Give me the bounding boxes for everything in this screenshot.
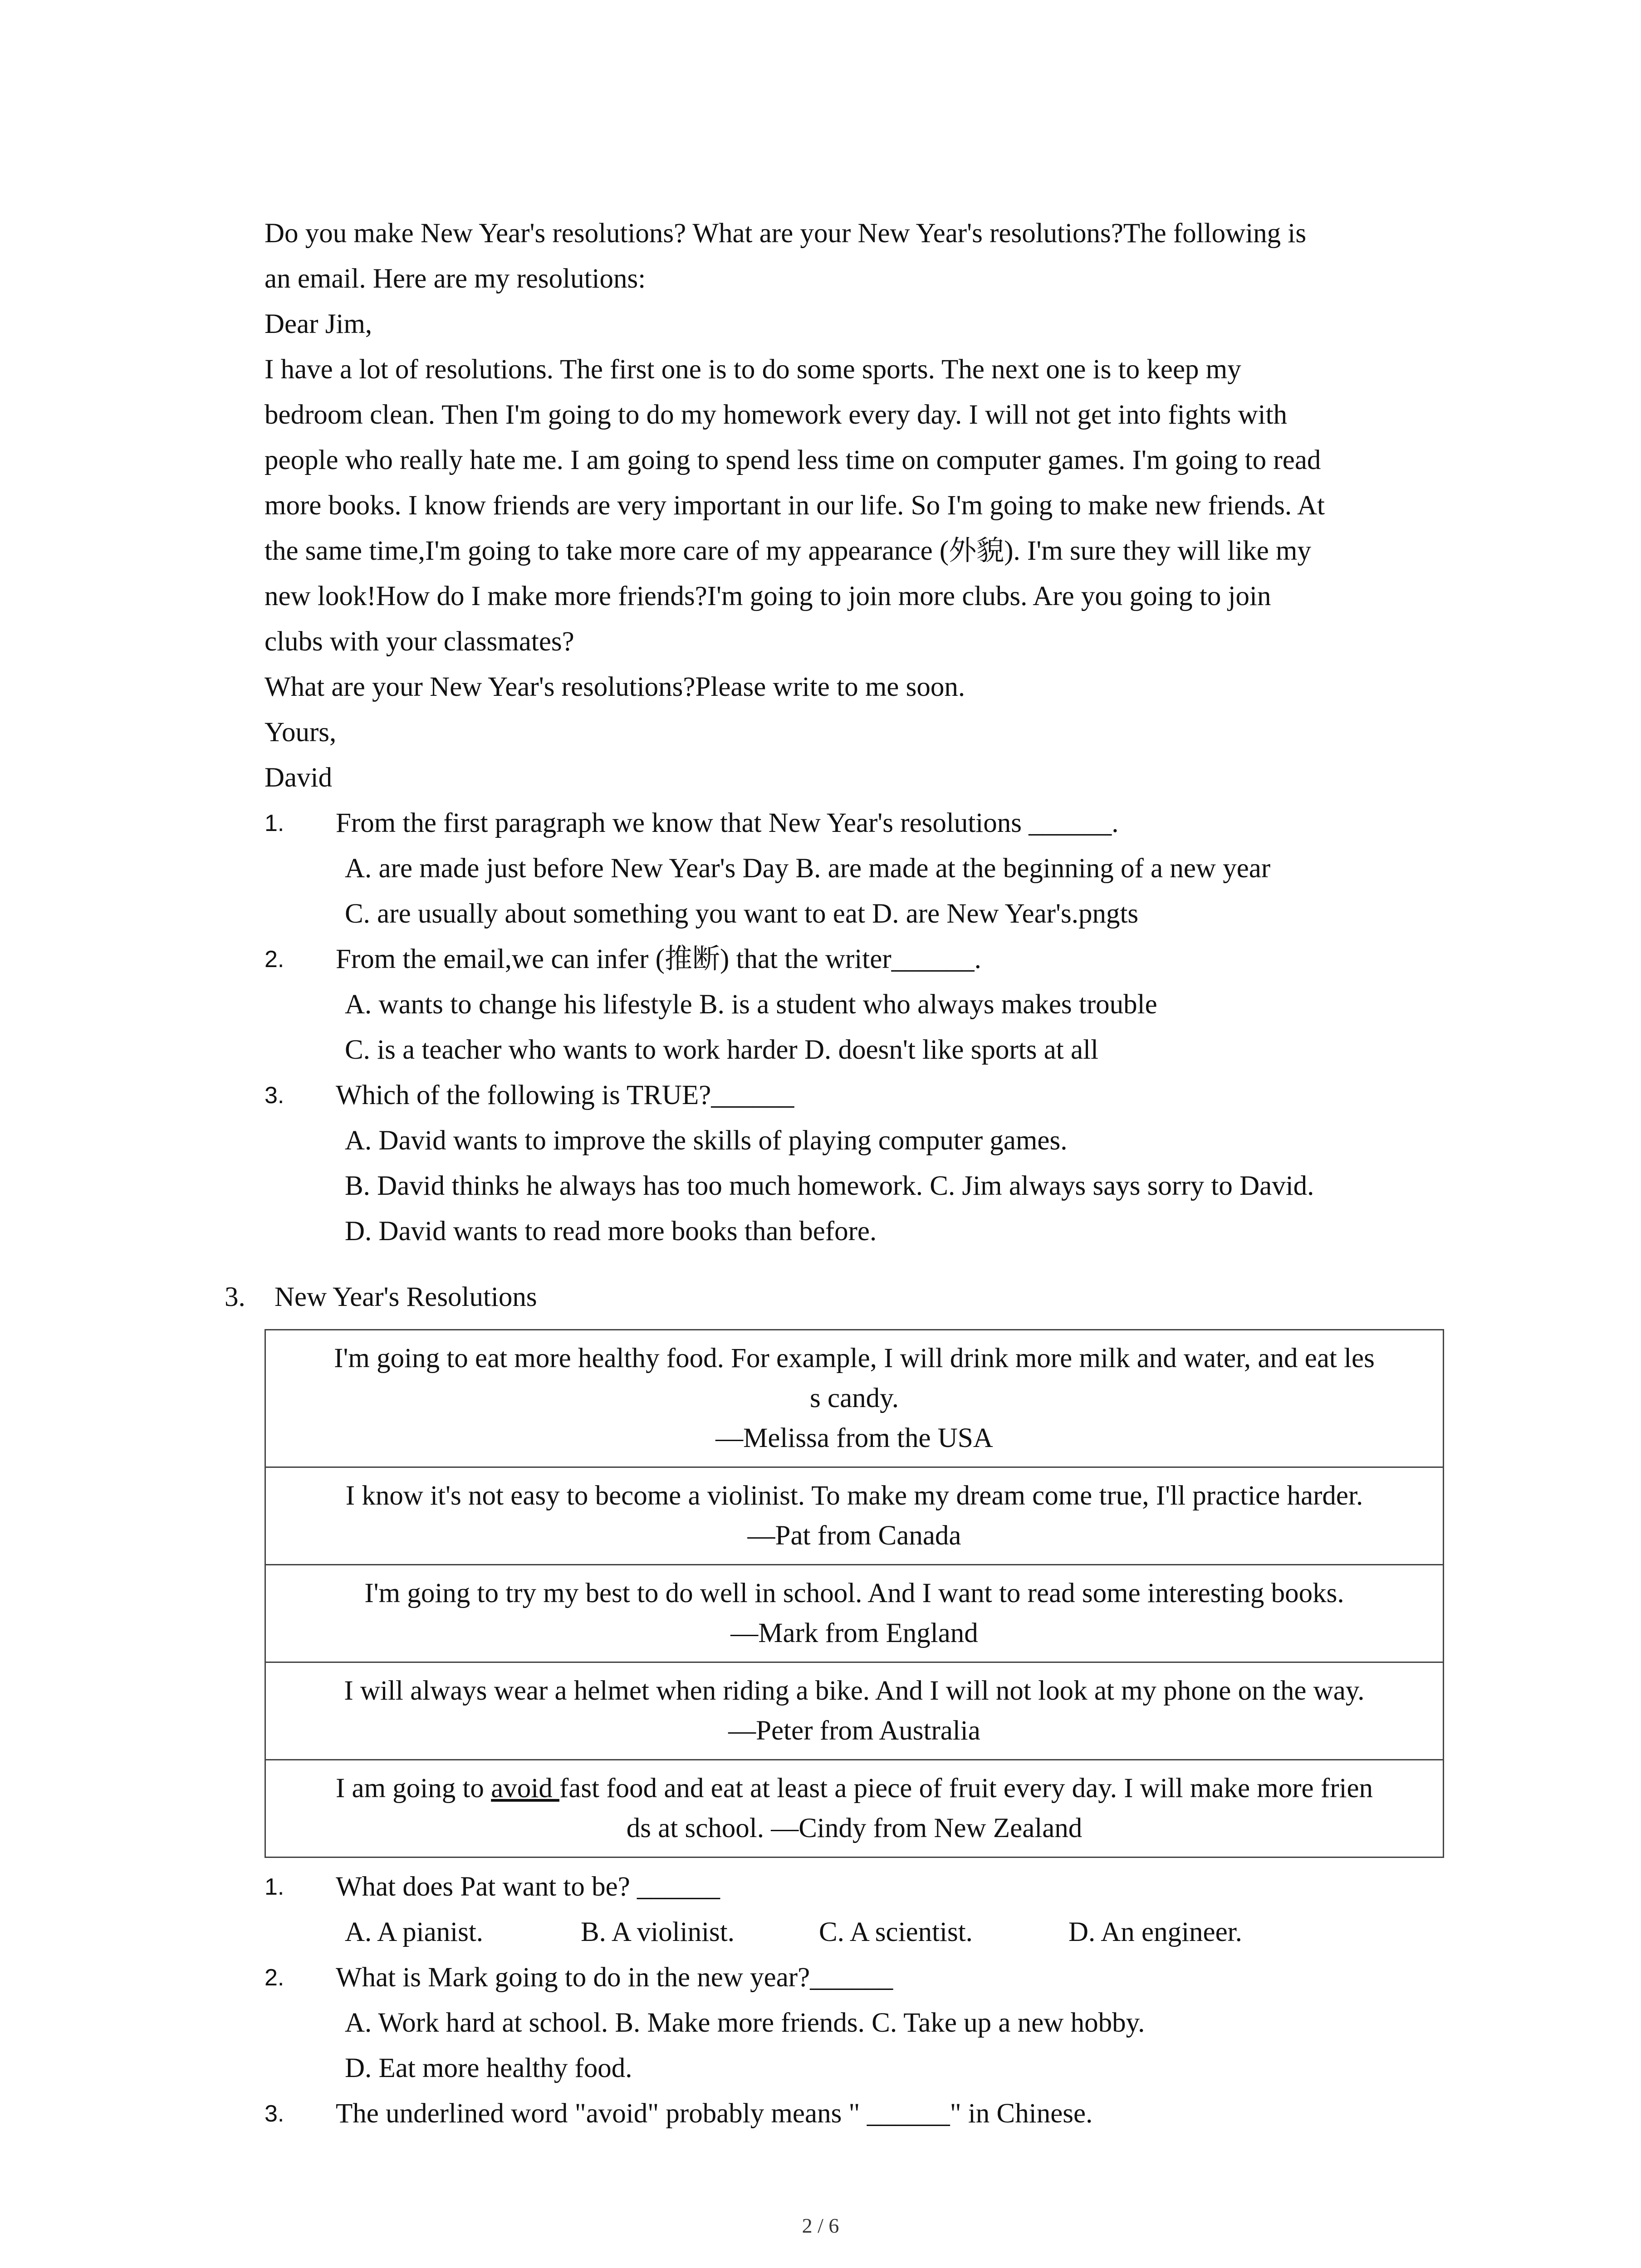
underlined-word: avoid [491, 1773, 559, 1804]
answer-options: A. wants to change his lifestyle B. is a student who always makes trouble [345, 989, 1157, 1020]
passage-line: people who really hate me. I am going to spend less time on computer games. I'm going to read [265, 445, 1321, 475]
passage-line: the same time,I'm going to take more care of my appearance (外貌). I'm sure they will like my [265, 536, 1312, 566]
row-author: —Mark from England [730, 1618, 978, 1648]
question-text: What does Pat want to be? ______ [336, 1872, 720, 1902]
question-text: From the email,we can infer (推断) that the writer______. [336, 944, 981, 974]
question-number: 2. [265, 946, 284, 973]
passage-line: Dear Jim, [265, 309, 372, 339]
row-text: I'm going to eat more healthy food. For example, I will drink more milk and water, and eat les [334, 1343, 1375, 1374]
passage-line: Yours, [265, 717, 337, 748]
table-row [266, 1468, 1443, 1565]
page-number: 2 / 6 [802, 2214, 839, 2237]
row-text [275, 1769, 1434, 1809]
passage-line: an email. Here are my resolutions: [265, 264, 646, 294]
section-title: New Year's Resolutions [274, 1282, 537, 1312]
answer-options: C. are usually about something you want to eat D. are New Year's.pngts [345, 899, 1139, 929]
row-author: ds at school. —Cindy from New Zealand [626, 1813, 1083, 1843]
answer-options: C. is a teacher who wants to work harder D. doesn't like sports at all [345, 1035, 1098, 1065]
answer-options: A. Work hard at school. B. Make more friends. C. Take up a new hobby. [345, 2008, 1145, 2038]
row-author: —Peter from Australia [728, 1716, 980, 1746]
answer-options: B. David thinks he always has too much homework. C. Jim always says sorry to David. [345, 1171, 1314, 1201]
question-text: What is Mark going to do in the new year?______ [336, 1962, 893, 1993]
row-author: —Pat from Canada [747, 1520, 961, 1551]
row-text-end: fast food and eat at least a piece of fruit every day. I will make more frien [559, 1773, 1373, 1804]
passage-line: I have a lot of resolutions. The first one is to do some sports. The next one is to keep my [265, 354, 1241, 385]
row-text: s candy. [810, 1383, 899, 1413]
answer-option: B. A violinist. [581, 1917, 735, 1947]
question-number: 1. [265, 810, 284, 836]
answer-options: D. Eat more healthy food. [345, 2053, 632, 2083]
passage-line: bedroom clean. Then I'm going to do my homework every day. I will not get into fights with [265, 400, 1288, 430]
passage-line: Do you make New Year's resolutions? What are your New Year's resolutions?The following is [265, 218, 1307, 249]
table-row [266, 1663, 1443, 1760]
passage-line: What are your New Year's resolutions?Please write to me soon. [265, 672, 965, 702]
answer-options: D. David wants to read more books than before. [345, 1216, 877, 1246]
row-text-start: I am going to [335, 1773, 491, 1804]
question-number: 3. [265, 2101, 284, 2127]
question-number: 2. [265, 1965, 284, 1991]
answer-options: A. David wants to improve the skills of playing computer games. [345, 1125, 1068, 1156]
row-text: I'm going to try my best to do well in school. And I want to read some interesting books. [364, 1578, 1344, 1608]
question-text: The underlined word "avoid" probably means " ______" in Chinese. [336, 2098, 1093, 2129]
question-number: 3. [265, 1082, 284, 1109]
row-text: I know it's not easy to become a violinist. To make my dream come true, I'll practice harder. [345, 1481, 1363, 1511]
answer-option: D. An engineer. [1068, 1917, 1242, 1947]
question-number: 1. [265, 1874, 284, 1900]
row-text: I will always wear a helmet when riding a bike. And I will not look at my phone on the way. [344, 1676, 1365, 1706]
section-number: 3. [225, 1282, 245, 1312]
question-text: Which of the following is TRUE?______ [336, 1080, 794, 1110]
answer-options: A. are made just before New Year's Day B. are made at the beginning of a new year [345, 853, 1271, 884]
row-author: —Melissa from the USA [715, 1423, 993, 1453]
answer-option: C. A scientist. [819, 1917, 973, 1947]
answer-option: A. A pianist. [345, 1917, 484, 1947]
table-row [266, 1760, 1443, 1857]
question-text: From the first paragraph we know that New Year's resolutions ______. [336, 808, 1119, 838]
passage-line: clubs with your classmates? [265, 626, 574, 657]
resolutions-table [265, 1329, 1444, 1858]
passage-line: new look!How do I make more friends?I'm going to join more clubs. Are you going to join [265, 581, 1271, 611]
table-row [266, 1565, 1443, 1663]
passage-line: more books. I know friends are very important in our life. So I'm going to make new friends. At [265, 490, 1325, 521]
passage-line: David [265, 763, 333, 793]
table-row [266, 1330, 1443, 1468]
